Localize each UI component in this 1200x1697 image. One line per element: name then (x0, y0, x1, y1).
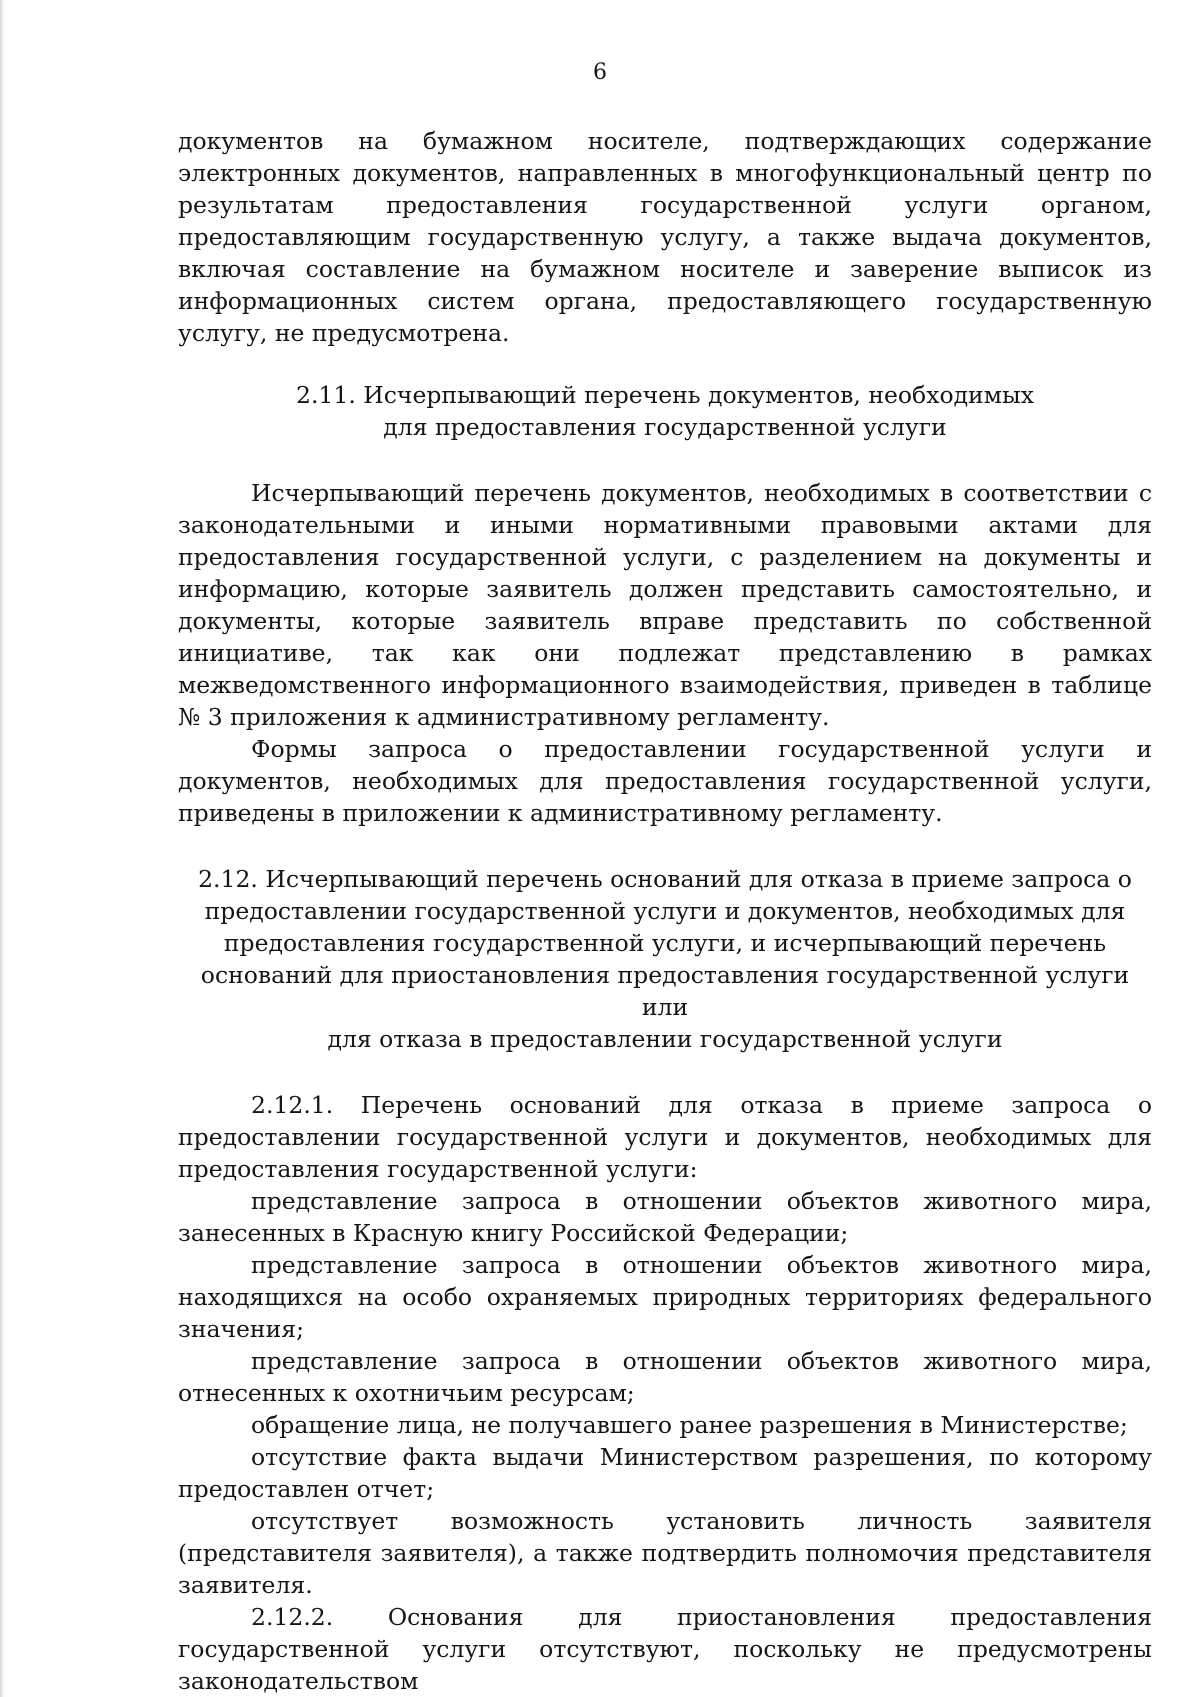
list-item: представление запроса в отношении объектов животного мира, находящихся на особо охраняемых природных территориях федерального значения; (178, 1251, 1152, 1343)
heading-line: 2.12. Исчерпывающий перечень оснований для отказа в приеме запроса о (198, 865, 1132, 893)
paragraph: Формы запроса о предоставлении государственной услуги и документов, необходимых для предоставления государственной услуги, приведены в приложении к административному регламенту. (178, 735, 1152, 827)
list-item: отсутствует возможность установить личность заявителя (представителя заявителя), а также подтвердить полномочия представителя заявителя. (178, 1507, 1152, 1599)
section-2-11-heading (178, 379, 1152, 443)
heading-line: для предоставления государственной услуги (383, 413, 947, 441)
heading-line: предоставлении государственной услуги и документов, необходимых для (204, 897, 1126, 925)
list-item: обращение лица, не получавшего ранее разрешения в Министерстве; (251, 1411, 1128, 1439)
list-item: представление запроса в отношении объектов животного мира, занесенных в Красную книгу Российской Федерации; (178, 1187, 1152, 1247)
paragraph: Исчерпывающий перечень документов, необходимых в соответствии с законодательными и иными нормативными правовыми актами для предоставления государственной услуги, с разделением на документы и информацию, которые заявитель должен представить самостоятельно, и документы, которые заявитель вправе представить по собственной инициативе, так как они подлежат представлению в рамках межведомственного информационного взаимодействия, приведен в таблице № 3 приложения к административному регламенту. (178, 479, 1152, 731)
heading-line: 2.11. Исчерпывающий перечень документов, необходимых (296, 381, 1034, 409)
list-item: отсутствие факта выдачи Министерством разрешения, по которому предоставлен отчет; (178, 1443, 1152, 1503)
heading-line: оснований для приостановления предоставления государственной услуги или (200, 961, 1130, 1021)
heading-line: для отказа в предоставлении государственной услуги (327, 1025, 1003, 1053)
intro-paragraph: документов на бумажном носителе, подтверждающих содержание электронных документов, направленных в многофункциональный центр по результатам предоставления государственной услуги органом, предоставляющим государственную услугу, а также выдача документов, включая составление на бумажном носителе и заверение выписок из информационных систем органа, предоставляющего государственную услугу, не предусмотрена. (178, 127, 1152, 347)
scan-edge-shadow (0, 0, 4, 1697)
section-2-12-heading (178, 863, 1152, 1055)
list-item: представление запроса в отношении объектов животного мира, отнесенных к охотничьим ресурсам; (178, 1347, 1152, 1407)
document-body (178, 125, 1152, 1697)
page-number: 6 (593, 60, 607, 85)
paragraph: 2.12.1. Перечень оснований для отказа в приеме запроса о предоставлении государственной услуги и документов, необходимых для предоставления государственной услуги: (178, 1091, 1152, 1183)
heading-line: предоставления государственной услуги, и исчерпывающий перечень (223, 929, 1107, 957)
paragraph: 2.12.2. Основания для приостановления предоставления государственной услуги отсутствуют, поскольку не предусмотрены законодательством (178, 1603, 1152, 1695)
